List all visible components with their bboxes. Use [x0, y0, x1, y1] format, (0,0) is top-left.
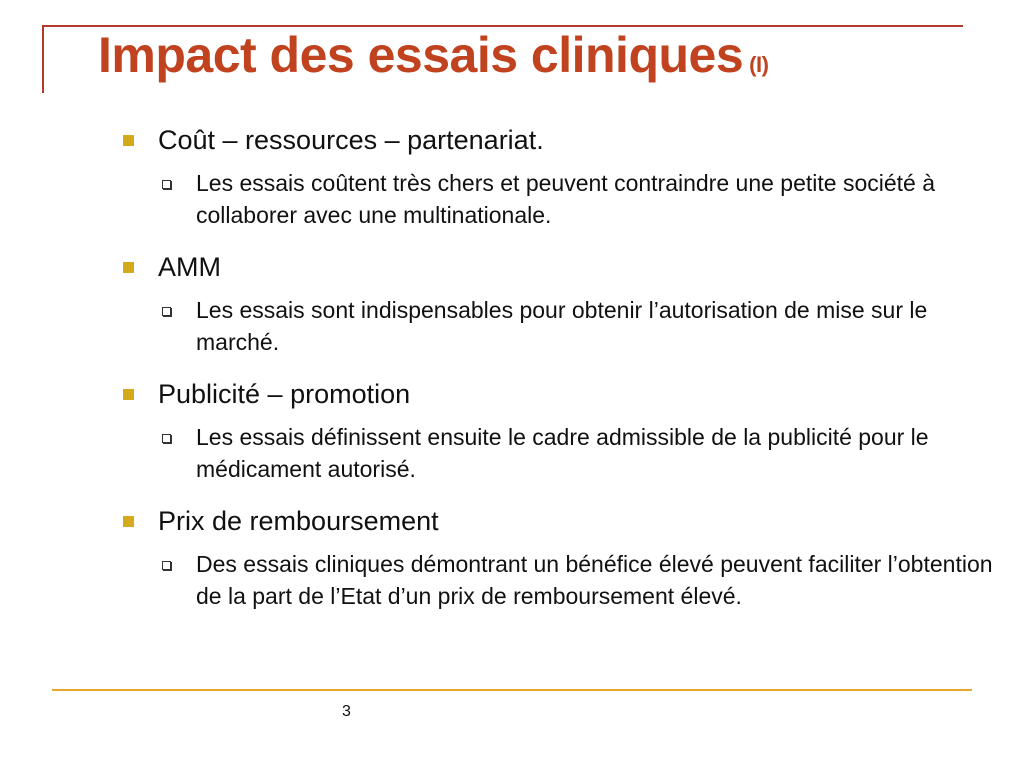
sub-bullet-item — [120, 294, 1000, 358]
bullet-text: Prix de remboursement — [158, 506, 439, 536]
footer-line — [52, 689, 972, 691]
bullet-item — [120, 376, 1000, 412]
sub-bullet-item — [120, 167, 1000, 231]
slide-title-text: Impact des essais cliniques — [98, 27, 744, 83]
bullet-item — [120, 122, 1000, 158]
hollow-square-bullet-icon — [162, 307, 171, 316]
hollow-square-bullet-icon — [162, 180, 171, 189]
square-bullet-icon — [123, 135, 134, 146]
sub-bullet-text: Des essais cliniques démontrant un bénéfice élevé peuvent faciliter l’obtention de la part de l’Etat d’un prix de remboursement élevé. — [196, 551, 993, 609]
sub-bullet-text: Les essais coûtent très chers et peuvent contraindre une petite société à collaborer avec une multinationale. — [196, 170, 935, 228]
sub-bullet-item — [120, 421, 1000, 485]
title-frame-left-line — [42, 25, 44, 93]
square-bullet-icon — [123, 389, 134, 400]
bullet-item — [120, 249, 1000, 285]
sub-bullet-text: Les essais sont indispensables pour obtenir l’autorisation de mise sur le marché. — [196, 297, 928, 355]
bullet-list — [120, 122, 1000, 612]
slide-title — [98, 26, 768, 84]
hollow-square-bullet-icon — [162, 434, 171, 443]
bullet-text: Coût – ressources – partenariat. — [158, 125, 544, 155]
bullet-text: Publicité – promotion — [158, 379, 411, 409]
hollow-square-bullet-icon — [162, 561, 171, 570]
sub-bullet-text: Les essais définissent ensuite le cadre admissible de la publicité pour le médicament autorisé. — [196, 424, 929, 482]
square-bullet-icon — [123, 262, 134, 273]
sub-bullet-item — [120, 548, 1000, 612]
bullet-text: AMM — [158, 252, 221, 282]
bullet-item — [120, 503, 1000, 539]
slide-title-suffix: (I) — [749, 52, 769, 77]
page-number: 3 — [342, 703, 351, 720]
square-bullet-icon — [123, 516, 134, 527]
